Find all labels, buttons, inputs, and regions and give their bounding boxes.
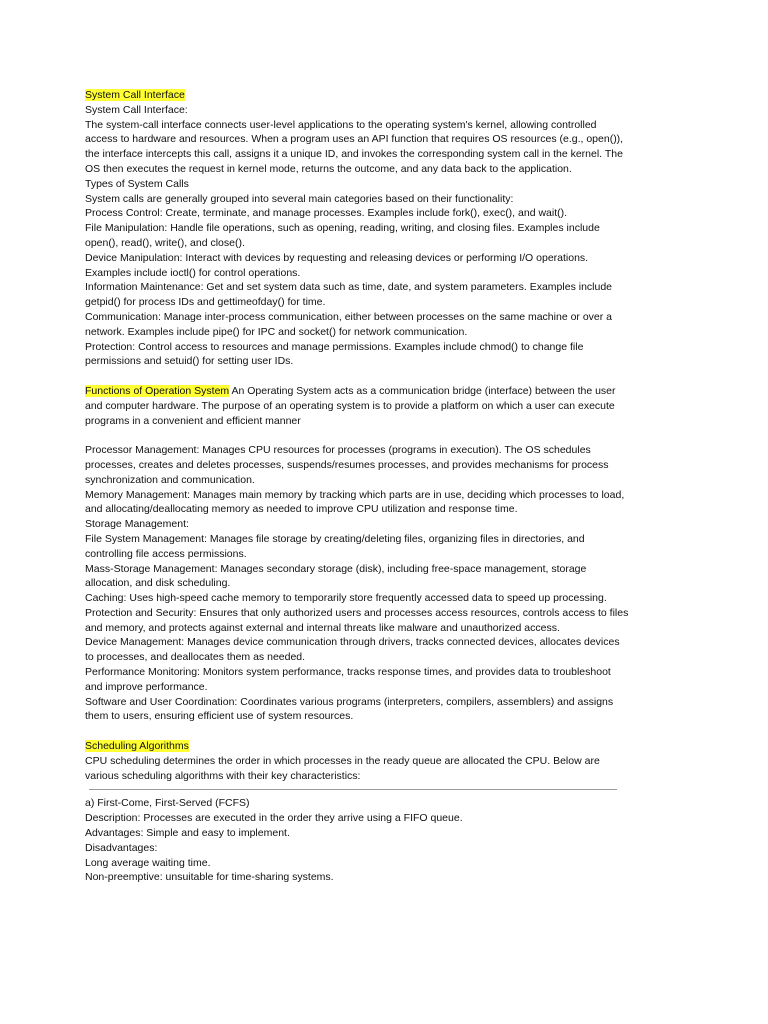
spacer bbox=[85, 724, 630, 739]
syscall-item-file-manipulation: File Manipulation: Handle file operations, such as opening, reading, writing, and closing files. Examples include open(), read(), write(), and close(). bbox=[85, 222, 600, 249]
horizontal-rule bbox=[89, 789, 617, 790]
syscall-types-intro: System calls are generally grouped into several main categories based on their functionality: bbox=[85, 192, 514, 205]
fcfs-disadvantages-label: Disadvantages: bbox=[85, 841, 158, 854]
fcfs-advantages: Advantages: Simple and easy to implement. bbox=[85, 827, 290, 840]
functions-item-software-user-coordination: Software and User Coordination: Coordinates various programs (interpreters, compilers, assemblers) and assigns them to users, ensuring efficient use of system resources. bbox=[85, 695, 614, 723]
syscall-intro: The system-call interface connects user-level applications to the operating system's kernel, allowing controlled access to hardware and resources. When a program uses an API function that requires OS resources (e.g., open()), the interface intercepts this call, assigns it a unique ID, and invokes the corresponding system call in the kernel. The OS then executes the request in kernel mode, returns the outcome, and any data back to the application. bbox=[85, 118, 624, 175]
spacer bbox=[85, 428, 630, 443]
syscall-item-information-maintenance: Information Maintenance: Get and set system data such as time, date, and system parameters. Examples include getpid() for process IDs and gettimeofday() for time. bbox=[85, 281, 613, 309]
fcfs-disadvantage-waiting: Long average waiting time. bbox=[85, 856, 211, 869]
syscall-types-title: Types of System Calls bbox=[85, 177, 189, 190]
document-page bbox=[85, 88, 630, 885]
spacer bbox=[85, 369, 630, 384]
functions-heading: Functions of Operation System bbox=[85, 384, 230, 397]
fcfs-title: a) First-Come, First-Served (FCFS) bbox=[85, 797, 250, 810]
scheduling-heading bbox=[85, 739, 630, 754]
syscall-subheading: System Call Interface: bbox=[85, 103, 188, 116]
fcfs-description: Description: Processes are executed in the order they arrive using a FIFO queue. bbox=[85, 812, 463, 825]
functions-item-memory-management: Memory Management: Manages main memory by tracking which parts are in use, deciding which processes to load, and allocating/deallocating memory as needed to improve CPU utilization and response time. bbox=[85, 488, 625, 516]
functions-item-caching: Caching: Uses high-speed cache memory to temporarily store frequently accessed data to speed up processing. bbox=[85, 592, 607, 605]
functions-paragraph bbox=[85, 384, 630, 428]
functions-item-performance-monitoring: Performance Monitoring: Monitors system performance, tracks response times, and provides data to troubleshoot and improve performance. bbox=[85, 666, 611, 693]
functions-item-storage-management: Storage Management: bbox=[85, 518, 189, 531]
functions-item-protection-security: Protection and Security: Ensures that only authorized users and processes access resources, controls access to files and memory, and protects against external and internal threats like malware and unauthorized access. bbox=[85, 606, 629, 634]
syscall-heading-highlight: System Call Interface bbox=[85, 89, 185, 101]
functions-item-mass-storage-management: Mass-Storage Management: Manages secondary storage (disk), including free-space management, storage allocation, and disk scheduling. bbox=[85, 562, 587, 590]
scheduling-heading-highlight: Scheduling Algorithms bbox=[85, 740, 189, 753]
functions-item-device-management: Device Management: Manages device communication through drivers, tracks connected devices, allocates devices to processes, and deallocates them as needed. bbox=[85, 636, 620, 664]
syscall-item-device-manipulation: Device Manipulation: Interact with devices by requesting and releasing devices or performing I/O operations. Examples include ioctl() for control operations. bbox=[85, 251, 589, 279]
functions-item-file-system-management: File System Management: Manages file storage by creating/deleting files, organizing files in directories, and controlling file access permissions. bbox=[85, 532, 585, 560]
syscall-item-process-control: Process Control: Create, terminate, and manage processes. Examples include fork(), exec(), and wait(). bbox=[85, 207, 568, 220]
scheduling-intro: CPU scheduling determines the order in which processes in the ready queue are allocated the CPU. Below are various scheduling algorithms with their key characteristics: bbox=[85, 754, 600, 782]
fcfs-disadvantage-nonpreemptive: Non-preemptive: unsuitable for time-sharing systems. bbox=[85, 871, 334, 884]
functions-intro: An Operating System acts as a communication bridge (interface) between the user and computer hardware. The purpose of an operating system is to provide a platform on which a user can execute programs in a convenient and efficient manner bbox=[85, 384, 616, 427]
functions-item-processor-management: Processor Management: Manages CPU resources for processes (programs in execution). The OS schedules processes, creates and deletes processes, suspends/resumes processes, and provides mechanisms for process synchronization and communication. bbox=[85, 444, 609, 486]
syscall-heading bbox=[85, 88, 630, 103]
syscall-item-protection: Protection: Control access to resources and manage permissions. Examples include chmod() to change file permissions and setuid() for setting user IDs. bbox=[85, 340, 584, 368]
syscall-item-communication: Communication: Manage inter-process communication, either between processes on the same machine or over a network. Examples include pipe() for IPC and socket() for network communication. bbox=[85, 310, 613, 338]
